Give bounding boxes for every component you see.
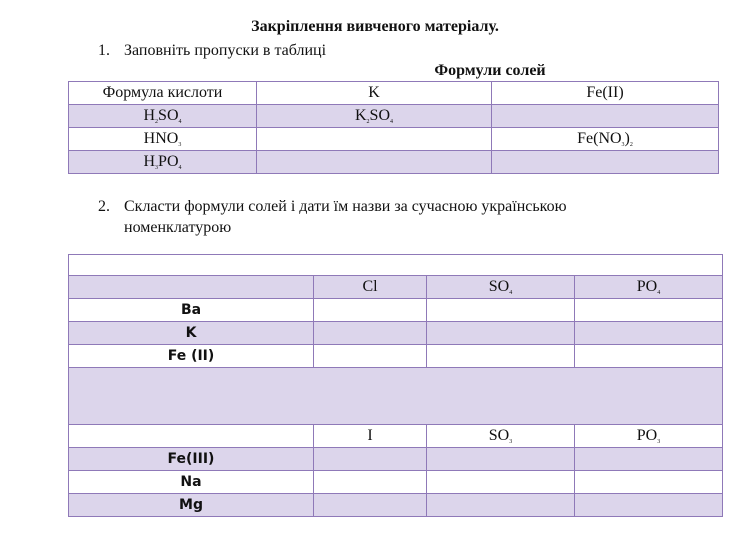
blank-cell [69,255,723,276]
table-row [69,299,723,322]
page-title: Закріплення вивченого матеріалу. [251,18,499,35]
anion-cl: Cl [314,276,427,299]
acid-cell[interactable]: $H_2SO_4$ [69,105,257,128]
task-2-text-line1: Скласти формули солей і дати їм назви за сучасною українською [124,198,567,215]
spacer-row [69,368,723,425]
acid-cell[interactable]: $HNO_3$ [69,128,257,151]
header-acid-formula: Формула кислоти [69,82,257,105]
cation-mg: Mg [69,494,314,517]
corner-cell [69,425,314,448]
answer-cell[interactable] [427,322,575,345]
table-row [69,494,723,517]
answer-cell[interactable] [314,448,427,471]
anion-i: I [314,425,427,448]
anion-header-row [69,425,723,448]
salts-table [68,254,723,517]
answer-cell[interactable] [575,322,723,345]
anion-po3: $PO_3$ [575,425,723,448]
answer-cell[interactable] [427,299,575,322]
table-row [69,322,723,345]
answer-cell[interactable] [575,345,723,368]
k-salt-cell[interactable] [257,151,492,174]
answer-cell[interactable] [427,345,575,368]
anion-po4: $PO_4$ [575,276,723,299]
table-row [69,448,723,471]
task-1 [98,40,698,62]
salts-header: Формули солей [434,62,546,79]
answer-cell[interactable] [575,494,723,517]
spacer-cell [69,368,723,425]
table-row [69,471,723,494]
k-salt-cell[interactable] [257,128,492,151]
table-row [69,151,719,174]
answer-cell[interactable] [427,471,575,494]
table-header-row [69,82,719,105]
answer-cell[interactable] [314,494,427,517]
answer-cell[interactable] [314,345,427,368]
cation-k: K [69,322,314,345]
answer-cell[interactable] [427,448,575,471]
task-2-text-line2: номенклатурою [124,219,232,236]
task-1-number: 1. [98,42,110,59]
cation-fe3: Fe(III) [69,448,314,471]
cation-ba: Ba [69,299,314,322]
blank-top-row [69,255,723,276]
answer-cell[interactable] [575,299,723,322]
task-1-text: Заповніть пропуски в таблиці [124,42,327,59]
answer-cell[interactable] [314,299,427,322]
answer-cell[interactable] [575,471,723,494]
header-k: K [257,82,492,105]
anion-so4: $SO_4$ [427,276,575,299]
table-row [69,345,723,368]
k-salt-cell[interactable]: $K_2SO_4$ [257,105,492,128]
task-2-number: 2. [98,198,110,215]
answer-cell[interactable] [314,322,427,345]
answer-cell[interactable] [314,471,427,494]
anion-so3: $SO_3$ [427,425,575,448]
answer-cell[interactable] [427,494,575,517]
fe-salt-cell[interactable] [492,105,719,128]
fe-salt-cell[interactable]: $Fe(NO_3)_2$ [492,128,719,151]
header-fe2: Fe(II) [492,82,719,105]
acids-salts-table [68,81,719,174]
table-row [69,128,719,151]
task-2 [98,196,698,240]
anion-header-row [69,276,723,299]
acid-cell[interactable]: $H_3PO_4$ [69,151,257,174]
table-row [69,105,719,128]
answer-cell[interactable] [575,448,723,471]
corner-cell [69,276,314,299]
fe-salt-cell[interactable] [492,151,719,174]
cation-na: Na [69,471,314,494]
cation-fe2: Fe (II) [69,345,314,368]
